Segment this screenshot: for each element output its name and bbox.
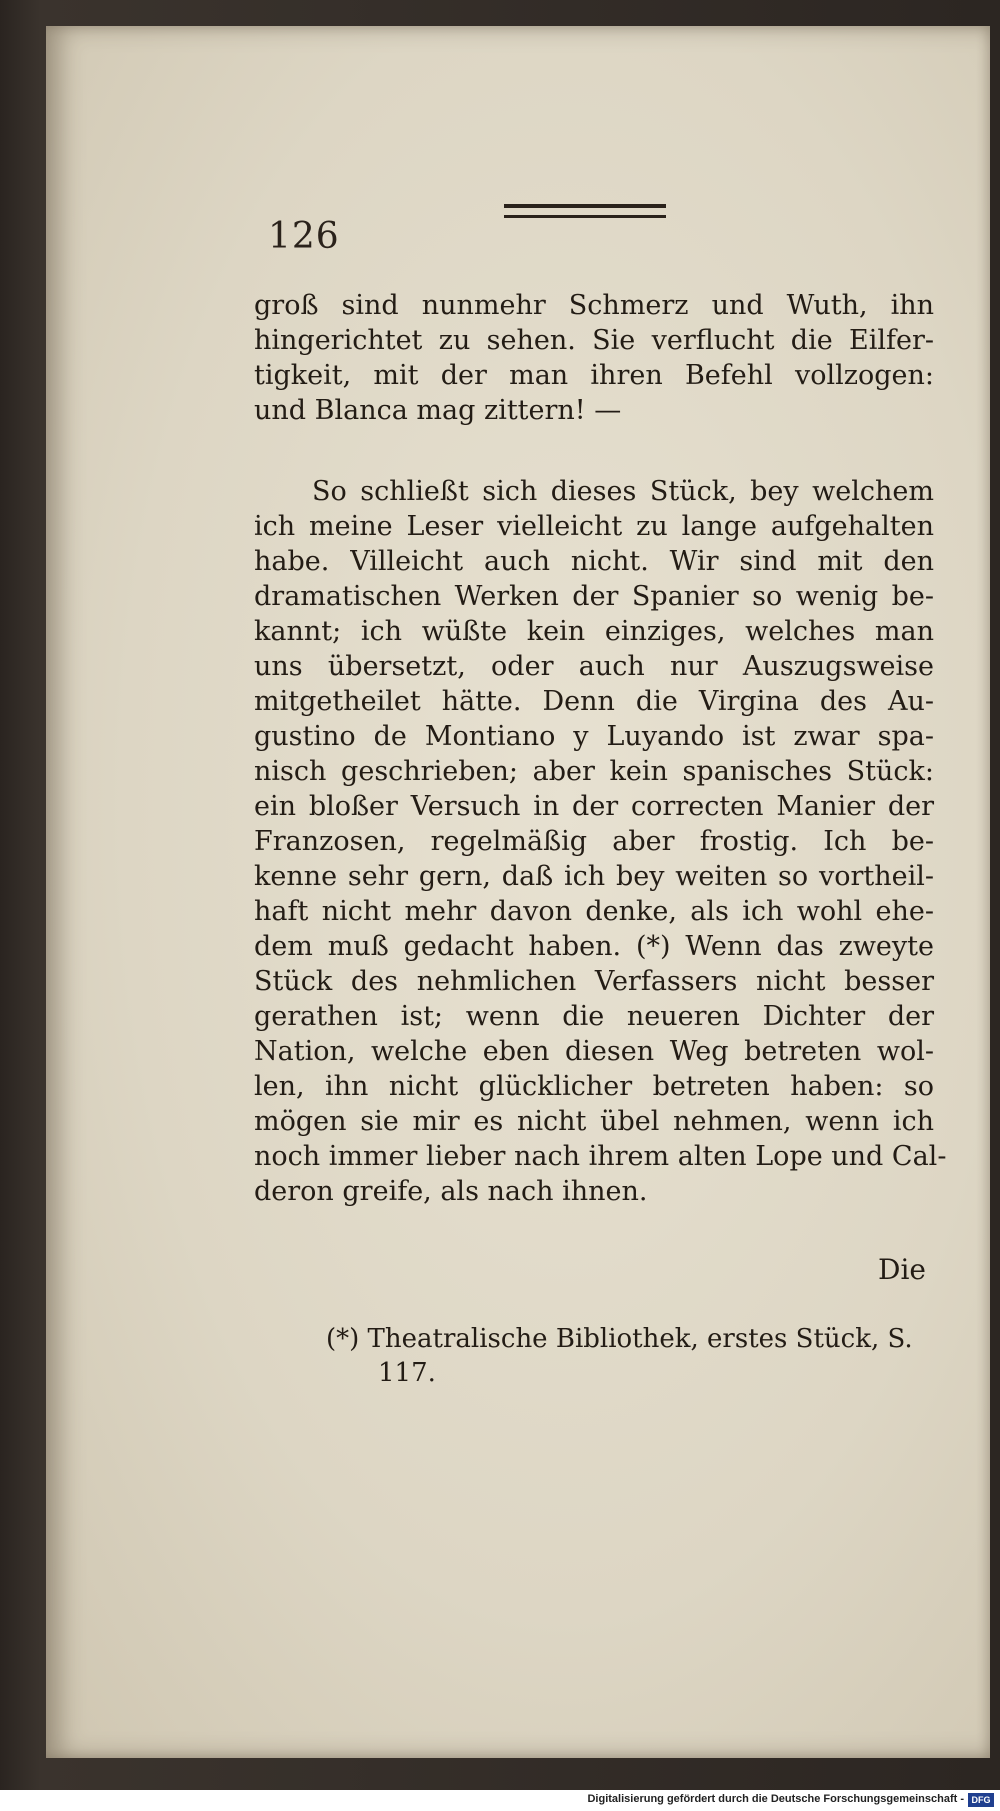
text-line: deron greife, als nach ihnen. bbox=[254, 1176, 648, 1207]
text-line: ein bloßer Versuch in der correcten Manier der bbox=[254, 791, 934, 822]
footnote-line: 117. bbox=[378, 1358, 436, 1388]
header-ornament-rule bbox=[504, 204, 666, 218]
text-line: haft nicht mehr davon denke, als ich wohl ehe- bbox=[254, 896, 934, 927]
text-line: Franzosen, regelmäßig aber frostig. Ich be- bbox=[254, 826, 934, 857]
paragraph-1 bbox=[254, 288, 934, 428]
text-line: Nation, welche eben diesen Weg betreten wol- bbox=[254, 1036, 934, 1067]
text-line: tigkeit, mit der man ihren Befehl vollzogen: bbox=[254, 360, 934, 391]
footnote-line: (*) Theatralische Bibliothek, erstes Stück, S. bbox=[326, 1324, 913, 1354]
text-line: groß sind nunmehr Schmerz und Wuth, ihn bbox=[254, 290, 934, 321]
text-line: dramatischen Werken der Spanier so wenig be- bbox=[254, 581, 934, 612]
text-line: So schließt sich dieses Stück, bey welchem bbox=[312, 476, 934, 507]
text-line: ich meine Leser vielleicht zu lange aufgehalten bbox=[254, 511, 934, 542]
page-number: 126 bbox=[268, 216, 340, 257]
catchword: Die bbox=[878, 1253, 926, 1286]
text-line: mitgetheilet hätte. Denn die Virgina des Au- bbox=[254, 686, 934, 717]
text-line: Stück des nehmlichen Verfassers nicht besser bbox=[254, 966, 934, 997]
dfg-logo-icon: DFG bbox=[968, 1793, 994, 1807]
text-line: und Blanca mag zittern! — bbox=[254, 395, 622, 426]
text-line: kannt; ich wüßte kein einziges, welches man bbox=[254, 616, 934, 647]
text-line: hingerichtet zu sehen. Sie verflucht die Eilfer- bbox=[254, 325, 934, 356]
text-line: dem muß gedacht haben. (*) Wenn das zweyte bbox=[254, 931, 934, 962]
text-line: mögen sie mir es nicht übel nehmen, wenn ich bbox=[254, 1106, 934, 1137]
text-line: len, ihn nicht glücklicher betreten haben: so bbox=[254, 1071, 934, 1102]
text-line: gerathen ist; wenn die neueren Dichter der bbox=[254, 1001, 934, 1032]
text-line: noch immer lieber nach ihrem alten Lope und Cal- bbox=[254, 1141, 947, 1172]
digitization-credit: Digitalisierung gefördert durch die Deutsche Forschungsgemeinschaft - bbox=[587, 1793, 964, 1805]
book-page bbox=[46, 26, 990, 1758]
text-line: nisch geschrieben; aber kein spanisches Stück: bbox=[254, 756, 934, 787]
text-line: kenne sehr gern, daß ich bey weiten so vortheil- bbox=[254, 861, 934, 892]
text-line: uns übersetzt, oder auch nur Auszugsweise bbox=[254, 651, 934, 682]
text-line: gustino de Montiano y Luyando ist zwar spa- bbox=[254, 721, 934, 752]
paragraph-2 bbox=[254, 474, 947, 1209]
footnote bbox=[326, 1322, 934, 1390]
text-line: habe. Villeicht auch nicht. Wir sind mit den bbox=[254, 546, 934, 577]
